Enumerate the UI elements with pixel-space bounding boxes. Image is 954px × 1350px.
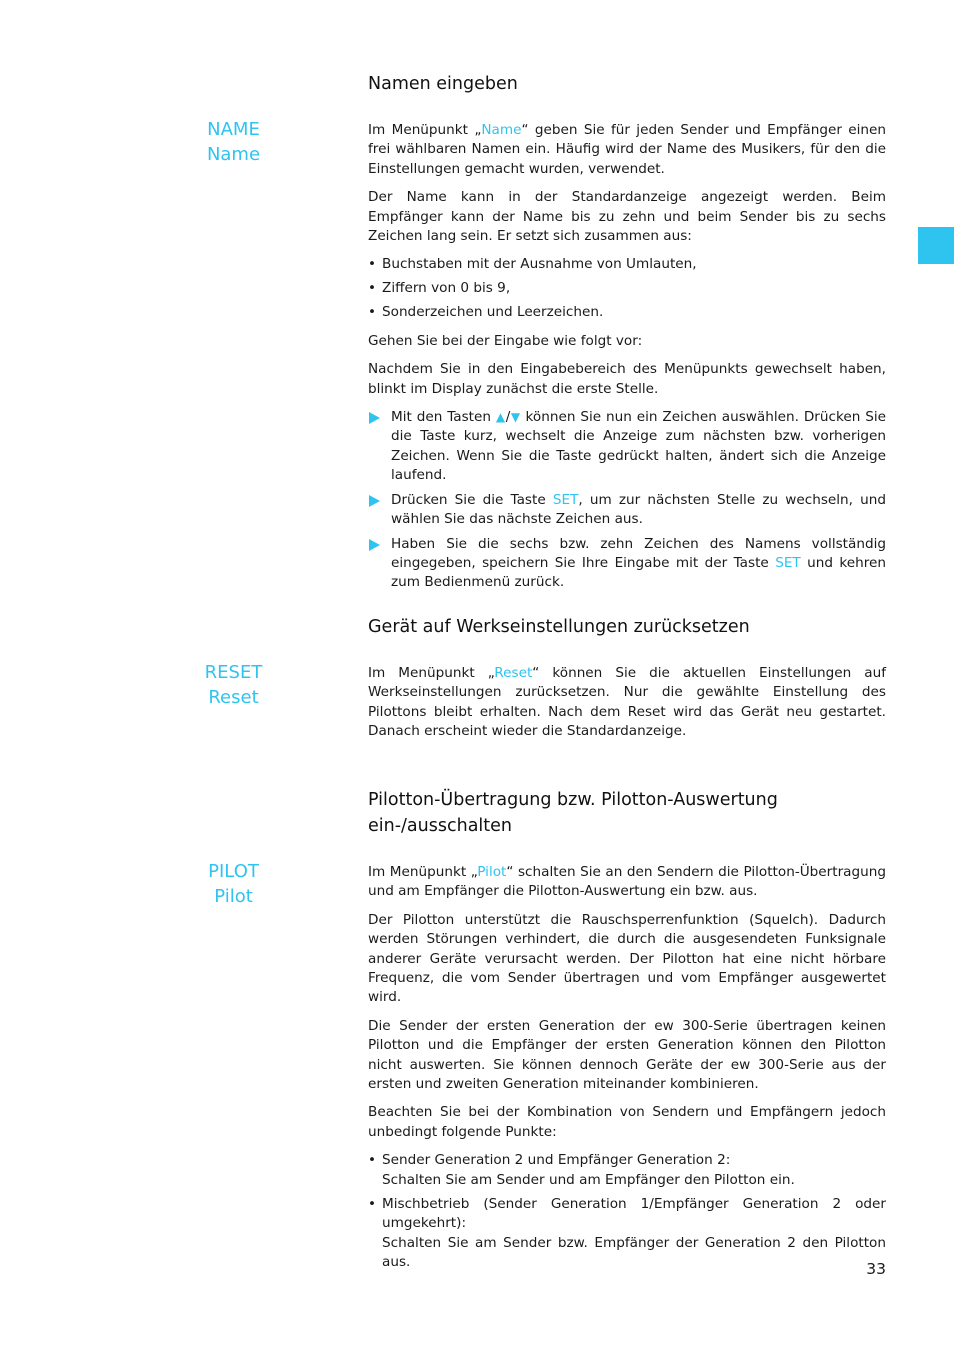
text: • Mischbetrieb (Sender Generation 1/Empfänger Generation 2 oder umgekehrt):	[382, 1195, 886, 1232]
side-label-lower: Name	[206, 144, 261, 165]
heading-line: Pilotton-Übertragung bzw. Pilotton-Auswertung	[368, 790, 778, 810]
side-label-lower: Pilot	[214, 886, 253, 907]
step-list	[368, 408, 886, 593]
key-term: SET	[775, 554, 801, 571]
menu-term: Name	[481, 122, 522, 138]
menu-term: Reset	[494, 665, 533, 681]
paragraph	[368, 121, 886, 179]
side-label-upper: NAME	[207, 119, 260, 140]
paragraph: Nachdem Sie in den Eingabebereich des Menüpunkts gewechselt haben, blinkt im Display zunächst die erste Stelle.	[368, 361, 886, 397]
paragraph: Beachten Sie bei der Kombination von Sendern und Empfängern jedoch unbedingt folgende Punkte:	[368, 1104, 886, 1140]
text: “ können Sie die aktuellen Einstellungen auf Werkseinstellungen zurücksetzen. Nur die gewählte Einstellung des Pilottons bleibt erhalten. Nach dem Reset wird das Gerät neu gestartet. Danach erscheint wieder die Standardanzeige.	[368, 665, 886, 740]
section-heading: Gerät auf Werkseinstellungen zurücksetzen	[368, 617, 750, 637]
chapter-tab-marker	[918, 227, 954, 264]
list-item: • Ziffern von 0 bis 9,	[368, 279, 886, 298]
step-item	[368, 408, 886, 486]
up-arrow-icon: ▲	[495, 410, 506, 425]
side-label-reset	[160, 660, 307, 710]
paragraph: Der Name kann in der Standardanzeige angezeigt werden. Beim Empfänger kann der Name bis zu zehn und beim Sender bis zu sechs Zeichen lang sein. Er setzt sich zusammen aus:	[368, 189, 886, 245]
page-number: 33	[866, 1260, 886, 1278]
paragraph: Der Pilotton unterstützt die Rauschsperrenfunktion (Squelch). Dadurch werden Störungen verhindert, die durch die ausgesendeten Funksignale anderer Geräte verursacht werden. Der Pilotton hat eine nicht hörbare Frequenz, die vom Sender übertragen und vom Empfänger ausgewertet wird.	[368, 911, 886, 1006]
step-item	[368, 491, 886, 530]
paragraph	[368, 863, 886, 902]
text: • Sender Generation 2 und Empfänger Generation 2:	[382, 1152, 731, 1169]
side-label-lower: Reset	[208, 687, 259, 708]
text: Im Menüpunkt „	[368, 122, 482, 138]
bullet-list	[368, 1151, 886, 1272]
section-heading: Namen eingeben	[368, 74, 518, 94]
text: Haben Sie die sechs bzw. zehn Zeichen des Namens vollständig eingegeben, speichern Sie Ihre Eingabe mit der Taste	[391, 535, 886, 571]
text: , um zur nächsten Stelle zu wechseln, und wählen Sie das nächste Zeichen aus.	[391, 491, 886, 528]
list-item	[368, 1195, 886, 1273]
list-item: • Buchstaben mit der Ausnahme von Umlauten,	[368, 255, 886, 274]
paragraph: Gehen Sie bei der Eingabe wie folgt vor:	[368, 332, 643, 349]
section-name-heading-block	[368, 71, 886, 97]
text: “ geben Sie für jeden Sender und Empfänger einen frei wählbaren Namen ein. Häufig wird der Name des Musikers, für den die Einstellungen gemacht wurden, verwendet.	[368, 122, 886, 177]
bullet-list	[368, 255, 886, 322]
text: Im Menüpunkt „	[368, 864, 478, 880]
text: “ schalten Sie an den Sendern die Pilotton-Übertragung und am Empfänger die Pilotton-Auswertung ein bzw. aus.	[368, 864, 886, 900]
text: Schalten Sie am Sender bzw. Empfänger der Generation 2 den Pilotton aus.	[382, 1234, 886, 1270]
text: können Sie nun ein Zeichen auswählen. Drücken Sie die Taste kurz, wechselt die Anzeige zum nächsten bzw. vorherigen Zeichen. Wenn Sie die Taste gedrückt halten, ändert sich die Anzeige laufend.	[391, 409, 887, 484]
section-reset-heading-block	[368, 614, 886, 640]
text: Schalten Sie am Sender und am Empfänger den Pilotton ein.	[382, 1171, 795, 1188]
text: Drücken Sie die Taste	[391, 491, 553, 508]
list-item	[368, 1151, 886, 1190]
key-term: SET	[552, 491, 579, 508]
paragraph	[368, 664, 886, 742]
text: /	[505, 409, 511, 426]
step-arrow-icon	[369, 495, 380, 507]
heading-line: ein-/ausschalten	[368, 816, 512, 836]
section-name-body	[368, 121, 886, 598]
side-label-name	[160, 117, 307, 167]
paragraph: Die Sender der ersten Generation der ew 300-Serie übertragen keinen Pilotton und die Empfänger der ersten Generation können den Pilotton nicht auswerten. Sie können dennoch Geräte der ew 300-Serie aus der ersten und zweiten Generation miteinander kombinieren.	[368, 1017, 886, 1093]
list-item: • Sonderzeichen und Leerzeichen.	[368, 303, 886, 322]
section-pilot-body	[368, 863, 886, 1281]
section-heading	[368, 787, 886, 839]
menu-term: Pilot	[477, 864, 507, 880]
text: und kehren zum Bedienmenü zurück.	[391, 554, 887, 591]
section-reset-body	[368, 664, 886, 751]
step-arrow-icon	[369, 412, 380, 424]
down-arrow-icon: ▼	[510, 410, 521, 425]
step-item	[368, 535, 886, 593]
side-label-pilot	[160, 859, 307, 909]
section-pilot-heading-block	[368, 787, 886, 839]
text: Im Menüpunkt „	[368, 665, 495, 681]
step-arrow-icon	[369, 539, 380, 551]
side-label-upper: PILOT	[208, 861, 259, 882]
text: Mit den Tasten	[391, 409, 496, 426]
side-label-upper: RESET	[204, 662, 263, 683]
